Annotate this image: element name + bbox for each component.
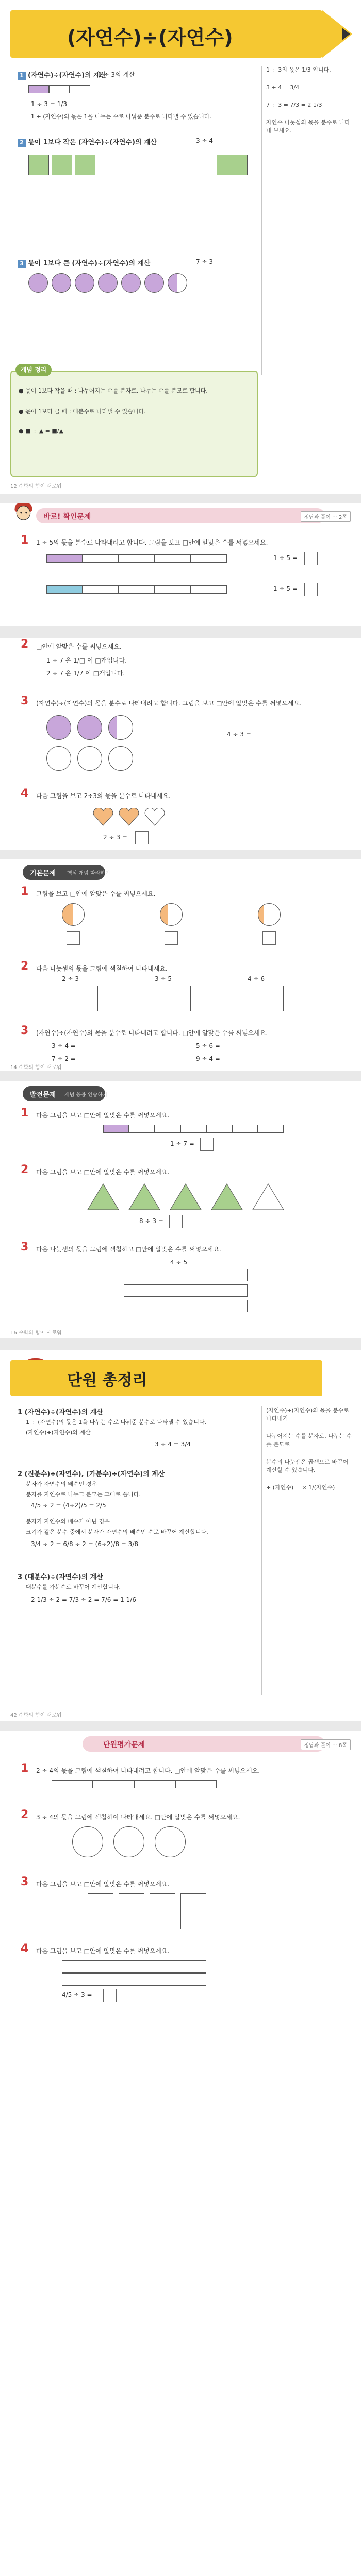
grid-rect[interactable] [124, 1284, 248, 1297]
question-1-eq: 1 ÷ 7 = [170, 1140, 194, 1147]
question-number: 1 [21, 1762, 29, 1775]
circle-shape [98, 273, 118, 293]
question-4-text: 다음 그림을 보고 □안에 알맞은 수를 써넣으세요. [36, 1947, 170, 1955]
section-subtitle: 핵심 개념 따라하기 [67, 871, 110, 876]
question-number: 4 [21, 1942, 29, 1955]
section-1-result: 1 ÷ 3 = 1/3 [31, 100, 67, 108]
bar-part [119, 554, 155, 563]
concept-line-3: ● ■ ÷ ▲ = ■/▲ [19, 428, 63, 434]
square-part [155, 155, 175, 175]
circle-shape [108, 715, 133, 740]
section-3-text: 7 ÷ 3 [196, 258, 213, 265]
bar-part [46, 585, 83, 594]
question-number: 3 [21, 1024, 29, 1037]
bar-part [206, 1125, 232, 1133]
section-header: 발전문제 [30, 1091, 56, 1099]
circle-shape [160, 903, 183, 926]
question-number: 1 [21, 885, 29, 898]
bar-part [155, 585, 191, 594]
bar-part [129, 1125, 155, 1133]
sidebar-note-3: 7 ÷ 3 = 7/3 = 2 1/3 [266, 101, 322, 108]
bar-part[interactable] [52, 1780, 93, 1788]
bar-part [155, 554, 191, 563]
question-3-text: (자연수)÷(자연수)의 몫을 분수로 나타내려고 합니다. 그림을 보고 □안에 알맞은 수를 써넣으세요. [36, 700, 302, 707]
question-number: 1 [21, 1107, 29, 1120]
section-header: 기본문제 [30, 870, 56, 877]
answer-box[interactable] [169, 1215, 183, 1228]
question-1-text: 1 ÷ 5의 몫을 분수로 나타내려고 합니다. 그림을 보고 □안에 알맞은 수를 써넣으세요. [36, 539, 268, 546]
pencil-tip-icon [342, 28, 350, 40]
question-2-text: 다음 나눗셈의 몫을 그림에 색칠하여 나타내세요. [36, 965, 168, 972]
grid-rect[interactable] [155, 986, 191, 1011]
section-header: 바로! 확인문제 [43, 513, 91, 521]
page-2b [0, 638, 361, 850]
question-4-eq: 4/5 ÷ 3 = [62, 1991, 92, 1998]
square-part [52, 155, 72, 175]
question-3d: 9 ÷ 4 = [196, 1055, 220, 1062]
question-number: 3 [21, 694, 29, 707]
heart-shape [119, 808, 139, 826]
page-1 [0, 0, 361, 494]
bar-part[interactable] [93, 1780, 134, 1788]
question-4-eq: 2 ÷ 3 = [103, 834, 127, 841]
page-1-sidebar [261, 66, 354, 375]
circle-shape [121, 273, 141, 293]
section-1-text: 1 ÷ 3의 계산 [98, 71, 135, 78]
bar-part [191, 585, 227, 594]
page-4 [0, 1081, 361, 1338]
page-footer: 42 수학의 힘이 새로워 [10, 1713, 62, 1718]
circle-shape [108, 746, 133, 771]
question-2c: 4 ÷ 6 [248, 975, 265, 982]
sidebar-note-2: 3 ÷ 4 = 3/4 [266, 84, 300, 91]
page-5-sidebar [261, 1406, 354, 1695]
bar-part [46, 554, 83, 563]
concept-line-2: ● 몫이 1보다 클 때 : 대분수로 나타낼 수 있습니다. [19, 408, 146, 415]
question-2-text: 다음 그림을 보고 □안에 알맞은 수를 써넣으세요. [36, 1168, 170, 1176]
bar-part[interactable] [134, 1780, 175, 1788]
question-1-eq: 1 ÷ 5 = [273, 554, 298, 562]
summary-1a: 1 ÷ (자연수)의 몫은 1을 나누는 수로 나눠준 분수로 나타낼 수 있습니다. [26, 1419, 207, 1426]
question-2a: 1 ÷ 7 은 1/□ 이 □개입니다. [46, 657, 127, 664]
chapter-title: 단원 총정리 [67, 1371, 147, 1389]
circle-shape [75, 273, 94, 293]
square-part [186, 155, 206, 175]
question-4-text: 다음 그림을 보고 2÷3의 몫을 분수로 나타내세요. [36, 792, 171, 800]
question-3-text: 다음 그림을 보고 □안에 알맞은 수를 써넣으세요. [36, 1880, 170, 1888]
question-number: 2 [21, 1808, 29, 1821]
answer-page-badge: 정답과 풀이 ··· 2쪽 [301, 511, 351, 522]
question-3-eq: 4 ÷ 5 [170, 1259, 187, 1266]
summary-section-2: 2 (진분수)÷(자연수), (가분수)÷(자연수)의 계산 [18, 1470, 165, 1478]
answer-box[interactable] [258, 728, 271, 741]
bar-part [191, 554, 227, 563]
section-subtitle: 개념 응용 연습하기 [64, 1092, 108, 1098]
summary-2a: 분자가 자연수의 배수인 경우 [26, 1481, 97, 1487]
grid-rect [150, 1893, 175, 1929]
answer-page-badge: 정답과 풀이 ··· 8쪽 [301, 1739, 351, 1750]
summary-2d: 크기가 같은 분수 중에서 분자가 자연수의 배수인 수로 바꾸어 계산합니다. [26, 1529, 208, 1535]
summary-3-eq: 2 1/3 ÷ 2 = 7/3 ÷ 2 = 7/6 = 1 1/6 [31, 1596, 136, 1603]
question-number: 2 [21, 638, 29, 651]
square-part [28, 155, 49, 175]
question-3a: 3 ÷ 4 = [52, 1042, 76, 1049]
summary-3a: 대분수를 가분수로 바꾸어 계산합니다. [26, 1584, 121, 1590]
grid-rect[interactable] [248, 986, 284, 1011]
bar-part [83, 554, 119, 563]
answer-box[interactable] [67, 931, 80, 945]
chapter-title: (자연수)÷(자연수) [67, 26, 233, 49]
sidebar-note-1: (자연수)÷(자연수)의 몫을 분수로 나타내기 [266, 1407, 349, 1422]
bar-part [83, 585, 119, 594]
circle-shape [77, 715, 102, 740]
circle-shape[interactable] [113, 1826, 144, 1857]
triangle-group [77, 1181, 284, 1212]
grid-rect[interactable] [124, 1300, 248, 1312]
page-3 [0, 859, 361, 1071]
question-number: 4 [21, 787, 29, 800]
bar-part [119, 585, 155, 594]
answer-box[interactable] [304, 552, 318, 565]
summary-section-1: 1 (자연수)÷(자연수)의 계산 [18, 1409, 103, 1416]
section-2-label: 2 몫이 1보다 작은 (자연수)÷(자연수)의 계산 [18, 137, 157, 147]
question-3-text: (자연수)÷(자연수)의 몫을 분수로 나타내려고 합니다. □안에 알맞은 수를 써넣으세요. [36, 1029, 268, 1037]
summary-2b: 분자를 자연수로 나누고 분모는 그대로 씁니다. [26, 1491, 141, 1498]
question-3c: 7 ÷ 2 = [52, 1055, 76, 1062]
circle-shape [46, 746, 71, 771]
question-3-text: 다음 나눗셈의 몫을 그림에 색칠하고 □안에 알맞은 수를 써넣으세요. [36, 1246, 221, 1253]
page-6 [0, 1731, 361, 2576]
grid-rect [180, 1893, 206, 1929]
grid-rect [62, 1960, 206, 1973]
sidebar-note-4: 자연수 나눗셈의 몫을 분수로 나타내 보세요. [266, 119, 350, 134]
question-1-text: 2 ÷ 4의 몫을 그림에 색칠하여 나타내려고 합니다. □안에 알맞은 수를 써넣으세요. [36, 1767, 260, 1774]
circle-shape [144, 273, 164, 293]
bar-part [232, 1125, 258, 1133]
question-number: 2 [21, 1163, 29, 1176]
grid-rect[interactable] [124, 1269, 248, 1281]
sidebar-note-2: 나누어지는 수를 분자로, 나누는 수를 분모로 [266, 1433, 352, 1448]
question-2-text: 3 ÷ 4의 몫을 그림에 색칠하여 나타내세요. □안에 알맞은 수를 써넣으세요. [36, 1814, 240, 1821]
sidebar-note-3: 분수의 나눗셈은 곱셈으로 바꾸어 계산할 수 있습니다. [266, 1459, 349, 1473]
heart-shape [144, 808, 165, 826]
question-2b: 2 ÷ 7 은 1/7 이 □개입니다. [46, 670, 125, 677]
answer-box[interactable] [165, 931, 178, 945]
bar-part [28, 85, 49, 93]
answer-box[interactable] [103, 1989, 117, 2002]
page-footer: 16 수학의 힘이 새로워 [10, 1330, 62, 1336]
sidebar-note-1: 1 ÷ 3의 몫은 1/3 입니다. [266, 66, 331, 73]
bar-part [49, 85, 70, 93]
question-1-text: 다음 그림을 보고 □안에 알맞은 수를 써넣으세요. [36, 1112, 170, 1119]
question-number: 3 [21, 1241, 29, 1253]
question-3b: 5 ÷ 6 = [196, 1042, 220, 1049]
page-footer: 14 수학의 힘이 새로워 [10, 1065, 62, 1071]
concept-tag: 개념 정리 [15, 364, 52, 376]
chapter-title-banner [10, 10, 322, 58]
question-1-eq: 1 ÷ 5 = [273, 585, 298, 592]
circle-shape [46, 715, 71, 740]
section-1-label: 1 (자연수)÷(자연수)의 계산 [18, 70, 106, 80]
circle-shape[interactable] [72, 1826, 103, 1857]
square-part [124, 155, 144, 175]
bar-part [180, 1125, 206, 1133]
square-part [75, 155, 95, 175]
heart-shape [93, 808, 113, 826]
circle-shape [52, 273, 71, 293]
grid-rect [62, 1973, 206, 1986]
circle-shape [77, 746, 102, 771]
page-footer: 12 수학의 힘이 새로워 [10, 484, 62, 489]
bar-part[interactable] [175, 1780, 217, 1788]
summary-2-eq2: 3/4 ÷ 2 = 6/8 ÷ 2 = (6÷2)/8 = 3/8 [31, 1540, 138, 1548]
bar-part [155, 1125, 180, 1133]
answer-box[interactable] [135, 831, 149, 844]
answer-box[interactable] [200, 1138, 214, 1151]
summary-2c: 분자가 자연수의 배수가 아닌 경우 [26, 1518, 110, 1525]
question-2b: 3 ÷ 5 [155, 975, 172, 982]
answer-box[interactable] [304, 583, 318, 596]
summary-section-3: 3 (대분수)÷(자연수)의 계산 [18, 1573, 103, 1581]
section-header: 단원평가문제 [103, 1741, 145, 1749]
question-2-text: □안에 알맞은 수를 써넣으세요. [36, 643, 122, 650]
section-3-label: 3 몫이 1보다 큰 (자연수)÷(자연수)의 계산 [18, 258, 151, 268]
question-2-eq: 8 ÷ 3 = [139, 1217, 163, 1225]
bar-part [258, 1125, 284, 1133]
bar-part [70, 85, 90, 93]
bar-part [103, 1125, 129, 1133]
question-1-text: 그림을 보고 □안에 알맞은 수를 써넣으세요. [36, 890, 156, 897]
circle-shape [168, 273, 187, 293]
concept-line-1: ● 몫이 1보다 작을 때 : 나누어지는 수를 분자로, 나누는 수를 분모로 합니다. [19, 387, 208, 394]
page-2 [0, 503, 361, 626]
page-5 [0, 1350, 361, 1721]
chapter-title-banner [10, 1360, 322, 1396]
square-part [217, 155, 248, 175]
summary-2-eq1: 4/5 ÷ 2 = (4÷2)/5 = 2/5 [31, 1502, 106, 1509]
section-2-text: 3 ÷ 4 [196, 137, 213, 144]
summary-1b: (자연수)÷(자연수)의 계산 [26, 1429, 91, 1436]
grid-rect [119, 1893, 144, 1929]
grid-rect[interactable] [62, 986, 98, 1011]
circle-shape [28, 273, 48, 293]
section-1-note: 1 ÷ (자연수)의 몫은 1을 나누는 수로 나눠준 분수로 나타낼 수 있습니다. [31, 113, 212, 120]
circle-shape [62, 903, 85, 926]
question-number: 2 [21, 960, 29, 973]
question-3-eq: 4 ÷ 3 = [227, 731, 251, 738]
circle-shape[interactable] [155, 1826, 186, 1857]
summary-1-eq: 3 ÷ 4 = 3/4 [155, 1440, 191, 1448]
sidebar-note-4: ÷ (자연수) = × 1/(자연수) [266, 1484, 335, 1491]
mascot-avatar [12, 503, 34, 522]
question-number: 1 [21, 534, 29, 547]
answer-box[interactable] [262, 931, 276, 945]
circle-shape [258, 903, 281, 926]
question-2a: 2 ÷ 3 [62, 975, 79, 982]
grid-rect [88, 1893, 113, 1929]
question-number: 3 [21, 1875, 29, 1888]
